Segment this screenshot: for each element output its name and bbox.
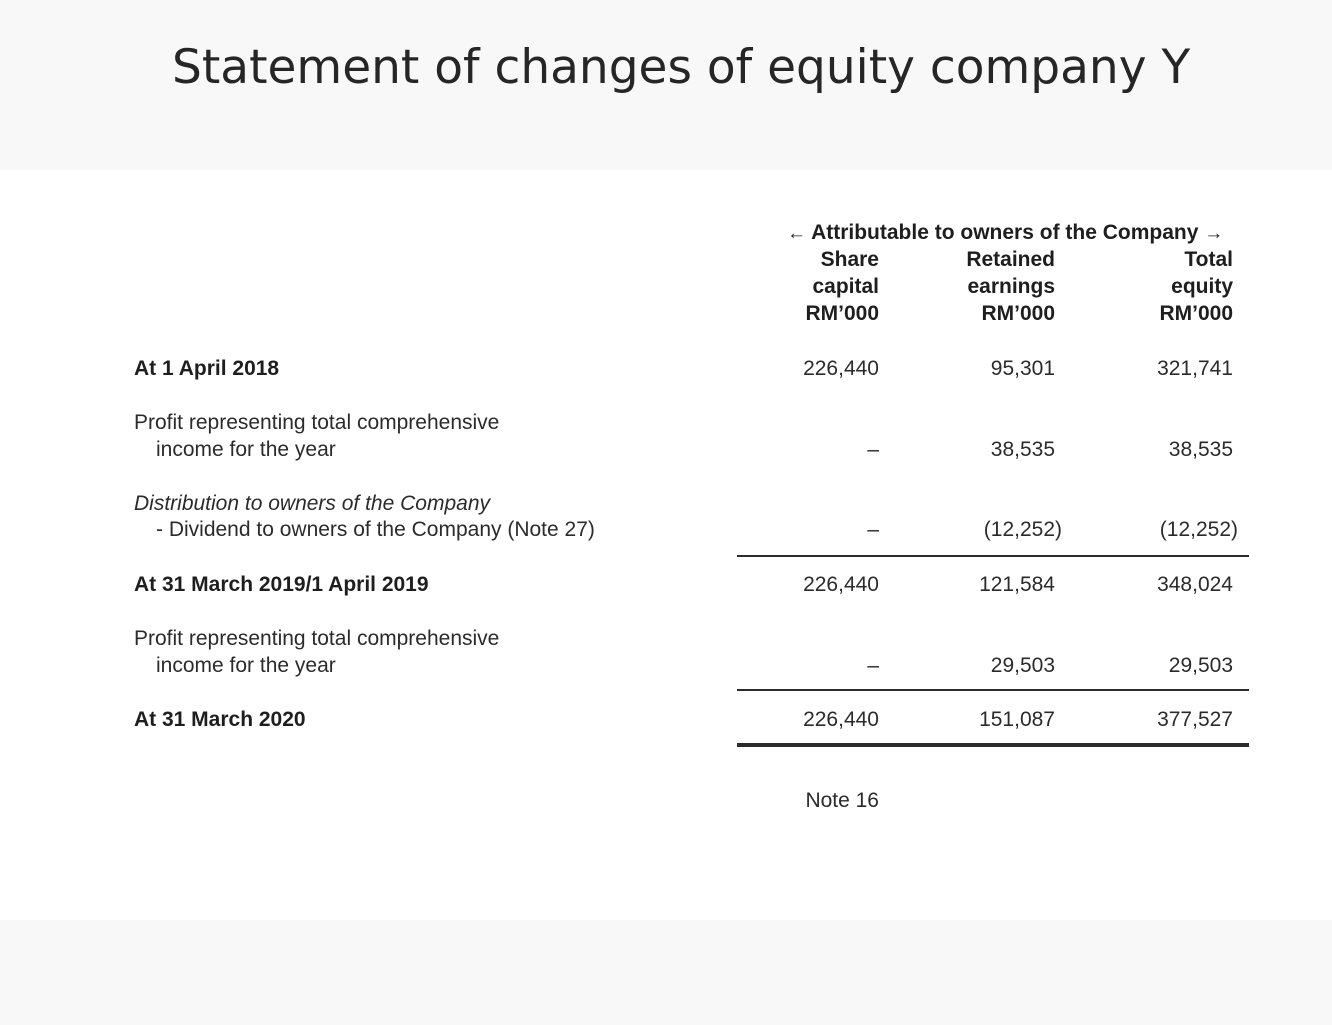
row-label-profit-2020: Profit representing total comprehensive [134, 627, 500, 650]
total-rule [737, 743, 1249, 747]
cell-total-equity: 348,024 [1157, 573, 1233, 596]
row-label-balance-2020: At 31 March 2020 [134, 708, 306, 731]
arrow-right-icon: → [1204, 223, 1224, 244]
col-total-equity-line1: Total [1184, 248, 1233, 271]
statement-image [0, 170, 1332, 920]
cell-retained-earnings: (12,252) [983, 518, 1062, 541]
cell-total-equity: 38,535 [1168, 438, 1233, 461]
col-retained-earnings-line2: earnings [967, 275, 1055, 298]
cell-share-capital: 226,440 [803, 573, 879, 596]
cell-retained-earnings: 121,584 [979, 573, 1055, 596]
col-retained-earnings-line1: Retained [966, 248, 1055, 271]
col-share-capital-unit: RM’000 [805, 302, 879, 325]
subtotal-rule [737, 689, 1249, 691]
cell-total-equity: 377,527 [1157, 708, 1233, 731]
row-label-profit-2020-cont: income for the year [156, 654, 336, 677]
subtotal-rule [737, 555, 1249, 557]
col-total-equity-unit: RM’000 [1159, 302, 1233, 325]
cell-total-equity: 29,503 [1168, 654, 1233, 677]
col-total-equity-line2: equity [1171, 275, 1233, 298]
row-label-profit-2019-cont: income for the year [156, 438, 336, 461]
cell-share-capital: – [867, 518, 879, 541]
row-label-distribution: Distribution to owners of the Company [134, 492, 491, 515]
cell-retained-earnings: 29,503 [990, 654, 1055, 677]
slide-title: Statement of changes of equity company Y [172, 40, 1191, 95]
cell-retained-earnings: 95,301 [990, 357, 1055, 380]
group-header-label: Attributable to owners of the Company [811, 221, 1199, 244]
col-share-capital-line1: Share [820, 248, 879, 271]
cell-share-capital: – [867, 654, 879, 677]
cell-share-capital: 226,440 [803, 708, 879, 731]
row-label-balance-2019: At 31 March 2019/1 April 2019 [134, 573, 429, 596]
row-label-profit-2019: Profit representing total comprehensive [134, 411, 500, 434]
col-retained-earnings-unit: RM’000 [981, 302, 1055, 325]
cell-total-equity: 321,741 [1157, 357, 1233, 380]
col-share-capital-line2: capital [812, 275, 879, 298]
row-label-opening-2018: At 1 April 2018 [134, 357, 280, 380]
note-reference: Note 16 [805, 789, 879, 812]
cell-share-capital: 226,440 [803, 357, 879, 380]
cell-retained-earnings: 38,535 [990, 438, 1055, 461]
cell-share-capital: – [867, 438, 879, 461]
row-label-dividend: - Dividend to owners of the Company (Note 27) [156, 518, 595, 541]
cell-retained-earnings: 151,087 [979, 708, 1055, 731]
arrow-left-icon: ← [787, 223, 806, 244]
cell-total-equity: (12,252) [1159, 518, 1238, 541]
group-header [787, 219, 1223, 247]
